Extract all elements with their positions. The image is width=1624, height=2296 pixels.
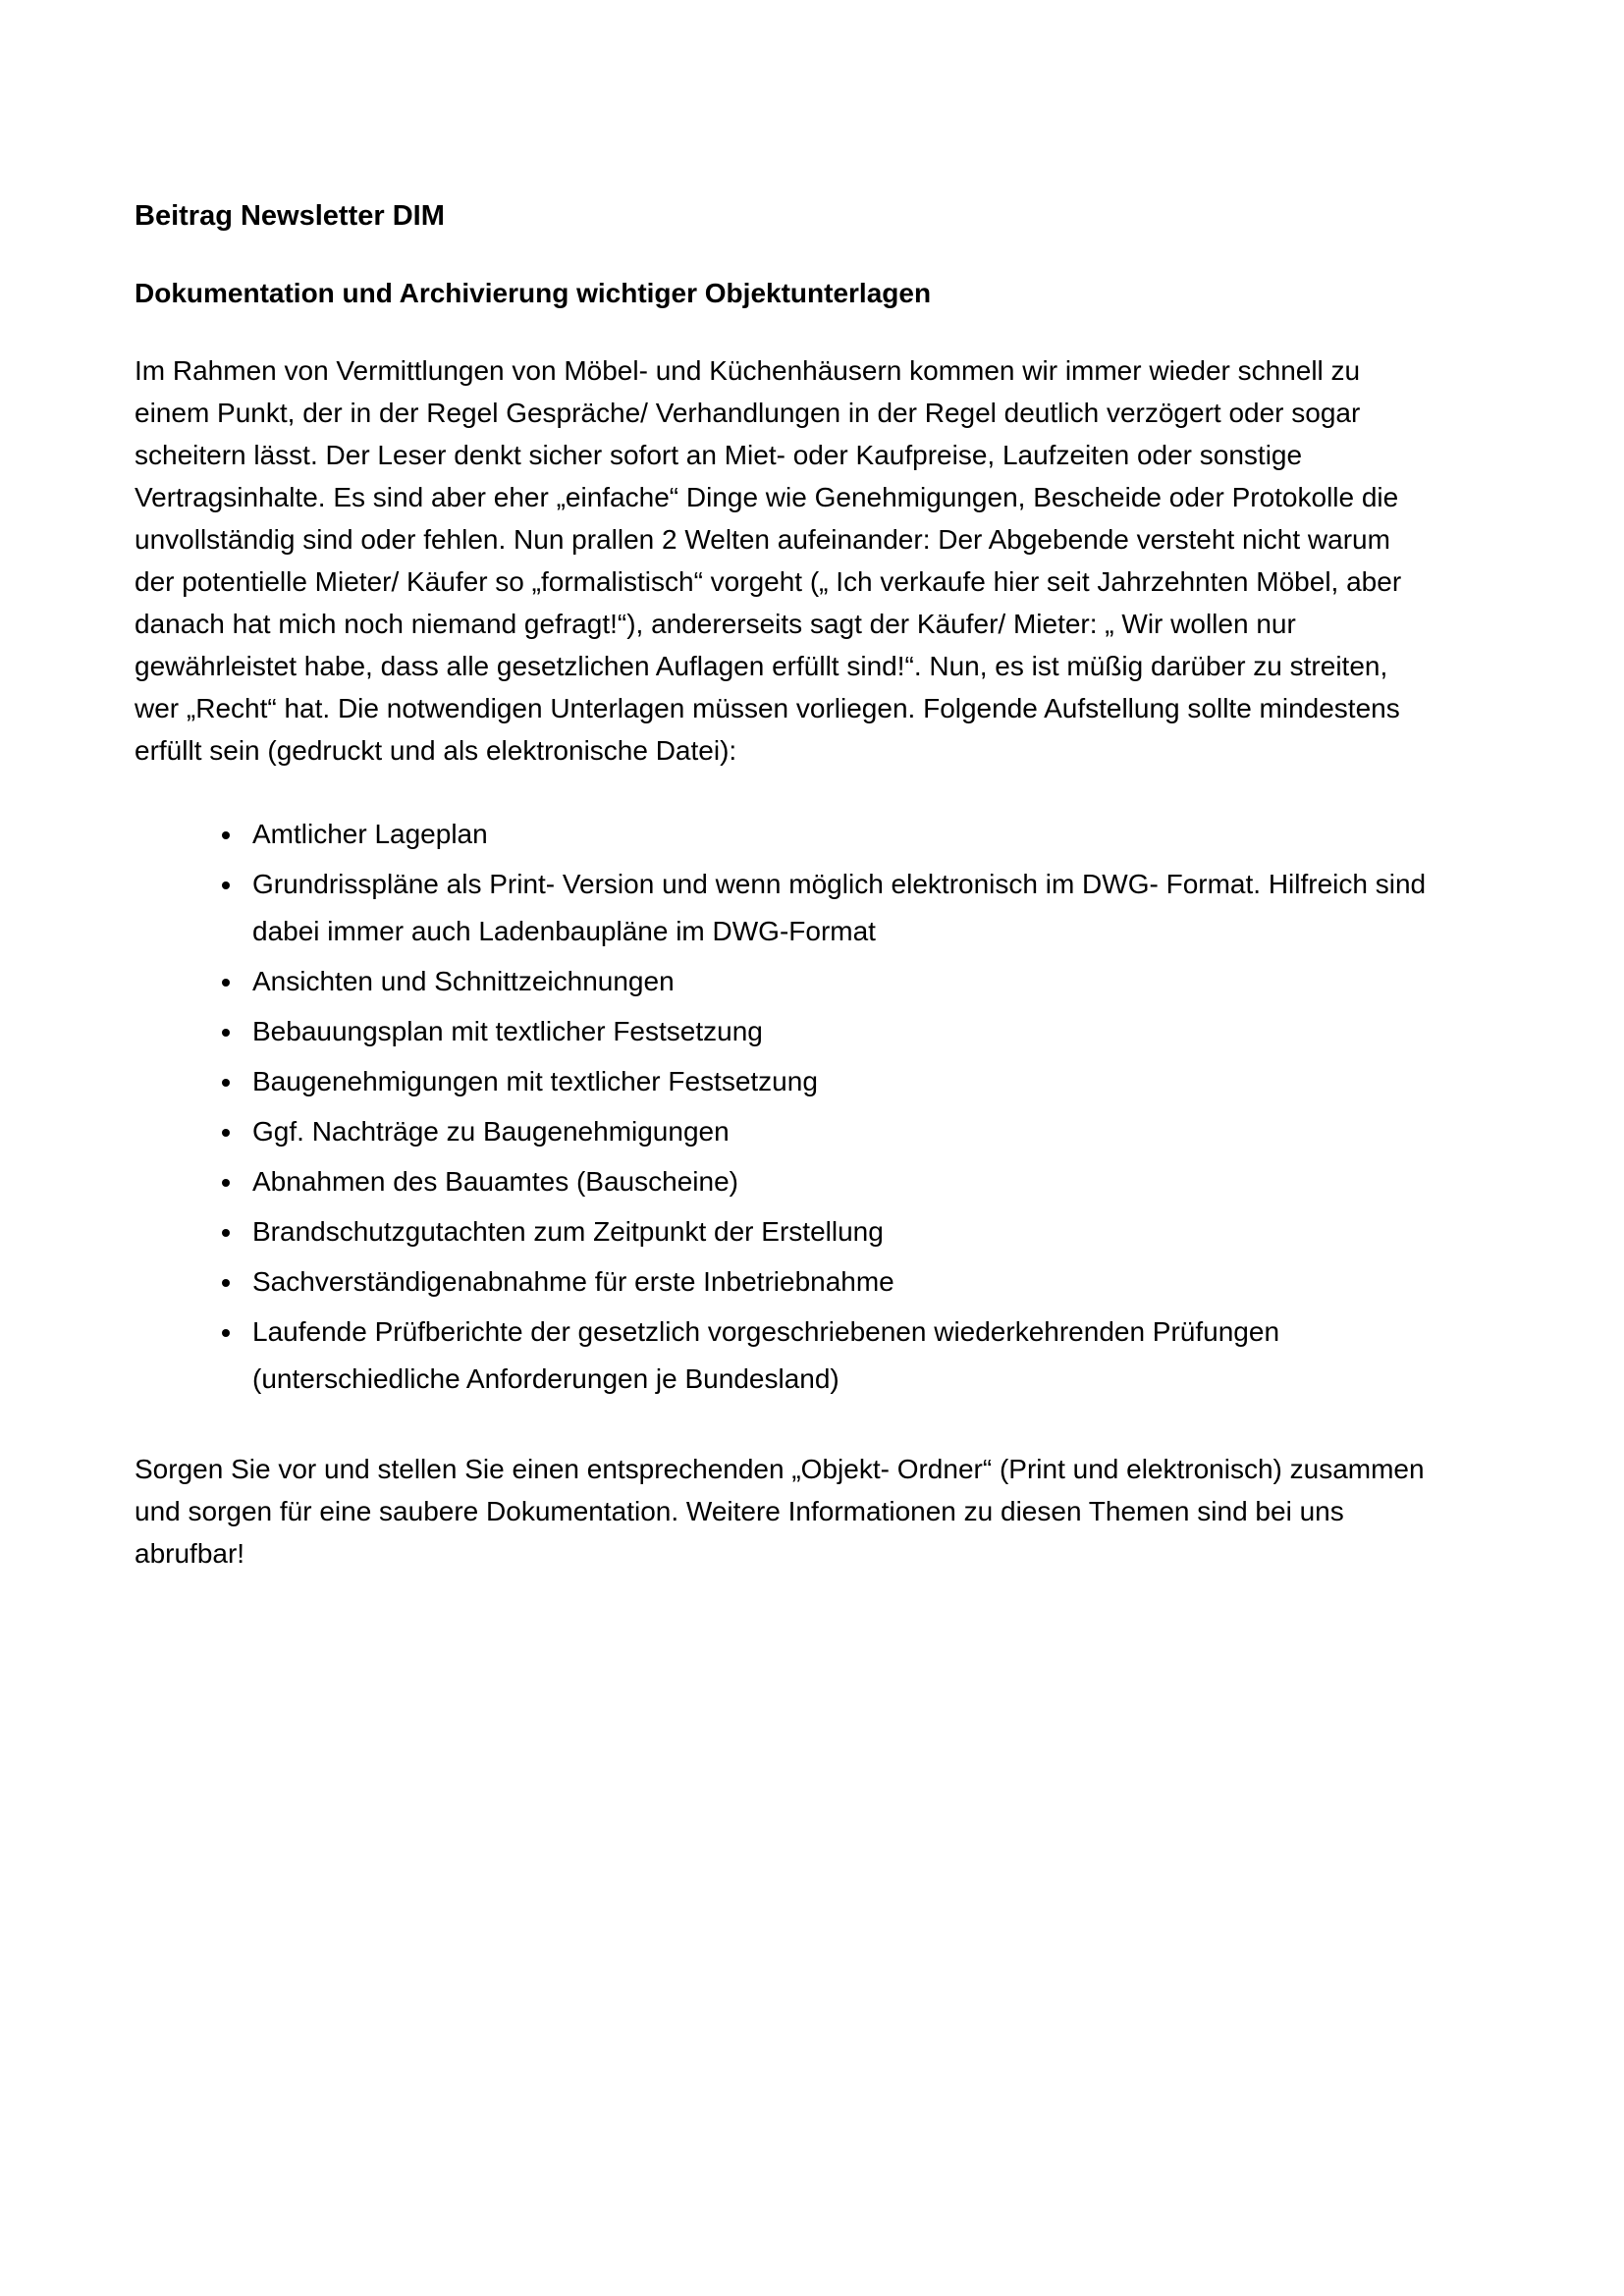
list-item: • Grundrisspläne als Print- Version und wenn möglich elektronisch im DWG- Format. Hilfreich sind dabei immer auch Ladenbaupläne im DWG-Format: [244, 861, 1433, 955]
list-item: • Ansichten und Schnittzeichnungen: [244, 958, 1433, 1005]
page-title: Beitrag Newsletter DIM: [135, 200, 445, 232]
list-item: • Abnahmen des Bauamtes (Bauscheine): [244, 1158, 1433, 1205]
list-item: • Brandschutzgutachten zum Zeitpunkt der Erstellung: [244, 1208, 1433, 1255]
list-item: • Ggf. Nachträge zu Baugenehmigungen: [244, 1108, 1433, 1155]
list-item: • Baugenehmigungen mit textlicher Festsetzung: [244, 1058, 1433, 1105]
list-item: • Laufende Prüfberichte der gesetzlich vorgeschriebenen wiederkehrenden Prüfungen (unterschiedliche Anforderungen je Bundesland): [244, 1308, 1433, 1403]
intro-paragraph: Im Rahmen von Vermittlungen von Möbel- und Küchenhäusern kommen wir immer wieder schnell zu einem Punkt, der in der Regel Gespräche/ Verhandlungen in der Regel deutlich verzögert oder sogar scheitern lässt. Der Leser denkt sicher sofort an Miet- oder Kaufpreise, Laufzeiten oder sonstige Vertragsinhalte. Es sind aber eher „einfache“ Dinge wie Genehmigungen, Bescheide oder Protokolle die unvollständig sind oder fehlen. Nun prallen 2 Welten aufeinander: Der Abgebende versteht nicht warum der potentielle Mieter/ Käufer so „formalistisch“ vorgeht („ Ich verkaufe hier seit Jahrzehnten Möbel, aber danach hat mich noch niemand gefragt!“), andererseits sagt der Käufer/ Mieter: „ Wir wollen nur gewährleistet habe, dass alle gesetzlichen Auflagen erfüllt sind!“. Nun, es ist müßig darüber zu streiten, wer „Recht“ hat. Die notwendigen Unterlagen müssen vorliegen. Folgende Aufstellung sollte mindestens erfüllt sein (gedruckt und als elektronische Datei):: [135, 355, 1402, 767]
page-subtitle: Dokumentation und Archivierung wichtiger Objektunterlagen: [135, 277, 932, 308]
outro-paragraph: Sorgen Sie vor und stellen Sie einen entsprechenden „Objekt- Ordner“ (Print und elektronisch) zusammen und sorgen für eine saubere Dokumentation. Weitere Informationen zu diesen Themen sind bei uns abrufbar!: [135, 1454, 1425, 1570]
list-item: • Bebauungsplan mit textlicher Festsetzung: [244, 1008, 1433, 1055]
list-item: • Sachverständigenabnahme für erste Inbetriebnahme: [244, 1258, 1433, 1306]
list-item: • Amtlicher Lageplan: [244, 811, 1433, 858]
bullet-list: [135, 811, 1433, 1403]
